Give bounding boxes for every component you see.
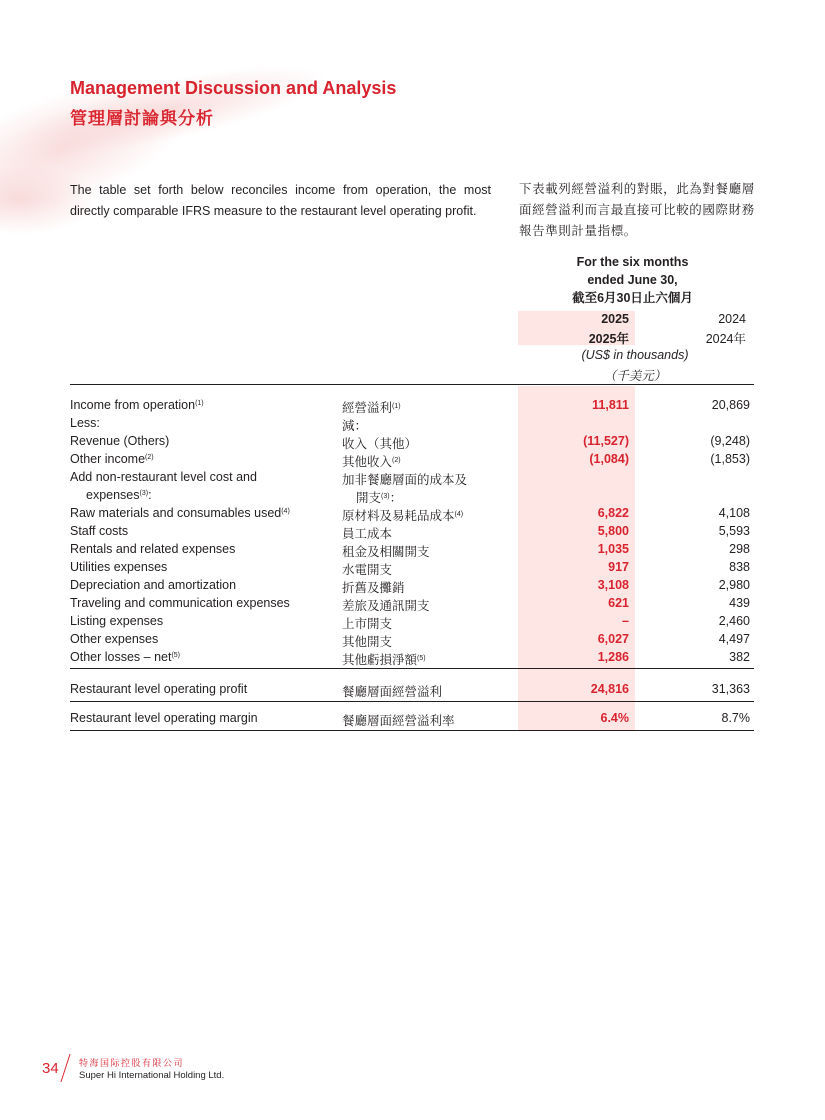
subtotal-rule	[70, 668, 754, 669]
row-label: Utilities expenses	[70, 560, 168, 574]
row-label: Listing expenses	[70, 614, 164, 628]
row-label-chinese: 上市開支	[342, 617, 393, 631]
row-label-chinese: 其他開支	[342, 635, 393, 649]
total-row-profit	[0, 682, 825, 700]
table-row	[0, 560, 825, 578]
prior-year-header-chinese: 2024年	[705, 332, 746, 346]
period-label-line2: ended June 30,	[587, 273, 678, 287]
row-label: Rentals and related expenses	[70, 542, 236, 556]
table-row	[0, 488, 825, 506]
table-row	[0, 614, 825, 632]
page-number: 34	[42, 1060, 59, 1077]
value-2025: (11,527)	[583, 434, 629, 448]
row-label: Revenue (Others)	[70, 434, 170, 448]
period-label-line1: For the six months	[576, 255, 689, 269]
row-label: Other income$^{(2)}$	[70, 452, 154, 466]
row-label: Traveling and communication expenses	[70, 596, 290, 610]
period-label-chinese: 截至6月30日止六個月	[572, 291, 693, 305]
total-row-margin	[0, 711, 825, 729]
table-row	[0, 416, 825, 434]
value-2025: 6.4%	[600, 711, 629, 725]
value-2025: 24,816	[590, 682, 629, 696]
table-row	[0, 632, 825, 650]
value-2025: 621	[608, 596, 629, 610]
value-2025: 3,108	[597, 578, 629, 592]
unit-label: (US$ in thousands)	[581, 348, 689, 362]
row-label: expenses$^{(3)}$:	[86, 488, 152, 502]
value-2025: –	[622, 614, 629, 628]
row-label-chinese: 經營溢利$^{(1)}$	[342, 401, 401, 415]
row-label-chinese: 其他虧損淨額$^{(5)}$	[342, 653, 426, 667]
table-row	[0, 470, 825, 488]
row-label-chinese: 減：	[342, 419, 368, 433]
value-2024: 20,869	[711, 398, 750, 412]
table-row	[0, 506, 825, 524]
row-label: Staff costs	[70, 524, 129, 538]
row-label-chinese: 加非餐廳層面的成本及	[342, 473, 468, 487]
table-top-rule	[70, 384, 754, 385]
table-row	[0, 650, 825, 668]
value-2024: (1,853)	[710, 452, 750, 466]
intro-paragraph-chinese: 下表載列經營溢利的對賬，此為對餐廳層面經營溢利而言最直接可比較的國際財務報告準則計量指標。	[519, 182, 755, 238]
intro-paragraph: The table set forth below reconciles income from operation, the most directly comparable IFRS measure to the restaurant level operating profit.	[70, 183, 491, 218]
row-label: Restaurant level operating profit	[70, 682, 248, 696]
value-2024: 298	[729, 542, 750, 556]
row-label-chinese: 差旅及通訊開支	[342, 599, 430, 613]
table-bottom-rule	[70, 730, 754, 731]
row-label-chinese: 開支$^{(3)}$：	[356, 491, 403, 505]
value-2025: 6,822	[597, 506, 629, 520]
row-label: Depreciation and amortization	[70, 578, 237, 592]
row-label: Less:	[70, 416, 100, 430]
row-label: Restaurant level operating margin	[70, 711, 258, 725]
row-label-chinese: 租金及相關開支	[342, 545, 430, 559]
value-2024: 439	[729, 596, 750, 610]
page-title-chinese: 管理層討論與分析	[70, 109, 214, 128]
value-2024: 31,363	[711, 682, 750, 696]
row-label-chinese: 收入（其他）	[342, 437, 418, 451]
value-2024: 838	[729, 560, 750, 574]
value-2024: 2,460	[718, 614, 750, 628]
table-row	[0, 578, 825, 596]
prior-year-header: 2024	[718, 312, 746, 326]
total-rule	[70, 701, 754, 702]
value-2024: (9,248)	[710, 434, 750, 448]
table-row	[0, 452, 825, 470]
table-row	[0, 596, 825, 614]
value-2025: 1,286	[597, 650, 629, 664]
company-name: Super Hi International Holding Ltd.	[79, 1070, 225, 1081]
table-row	[0, 398, 825, 416]
table-row	[0, 434, 825, 452]
value-2025: 5,800	[597, 524, 629, 538]
row-label: Add non-restaurant level cost and	[70, 470, 257, 484]
value-2025: 1,035	[597, 542, 629, 556]
row-label-chinese: 水電開支	[342, 563, 393, 577]
current-year-header-chinese: 2025年	[588, 332, 629, 346]
value-2025: 11,811	[592, 398, 629, 412]
page-title: Management Discussion and Analysis	[70, 78, 397, 98]
row-label: Other losses – net$^{(5)}$	[70, 650, 181, 664]
unit-label-chinese: （千美元）	[603, 369, 667, 383]
value-2024: 382	[729, 650, 750, 664]
row-label: Raw materials and consumables used$^{(4)}$	[70, 506, 290, 520]
value-2025: 6,027	[597, 632, 629, 646]
row-label-chinese: 餐廳層面經營溢利	[342, 685, 443, 699]
value-2024: 4,108	[718, 506, 750, 520]
current-year-header: 2025	[601, 312, 629, 326]
footer-divider	[60, 1054, 70, 1082]
value-2025: 917	[608, 560, 629, 574]
value-2024: 2,980	[718, 578, 750, 592]
company-name-chinese: 特海国际控股有限公司	[79, 1058, 185, 1068]
row-label-chinese: 其他收入$^{(2)}$	[342, 455, 401, 469]
row-label-chinese: 原材料及易耗品成本$^{(4)}$	[342, 509, 464, 523]
table-row	[0, 542, 825, 560]
period-header	[540, 253, 725, 307]
row-label-chinese: 餐廳層面經營溢利率	[342, 714, 455, 728]
row-label-chinese: 員工成本	[342, 527, 393, 541]
value-2024: 4,497	[718, 632, 750, 646]
value-2024: 8.7%	[721, 711, 750, 725]
row-label: Income from operation$^{(1)}$	[70, 398, 204, 412]
value-2025: (1,084)	[589, 452, 629, 466]
value-2024: 5,593	[718, 524, 750, 538]
table-row	[0, 524, 825, 542]
row-label: Other expenses	[70, 632, 159, 646]
row-label-chinese: 折舊及攤銷	[342, 581, 405, 595]
